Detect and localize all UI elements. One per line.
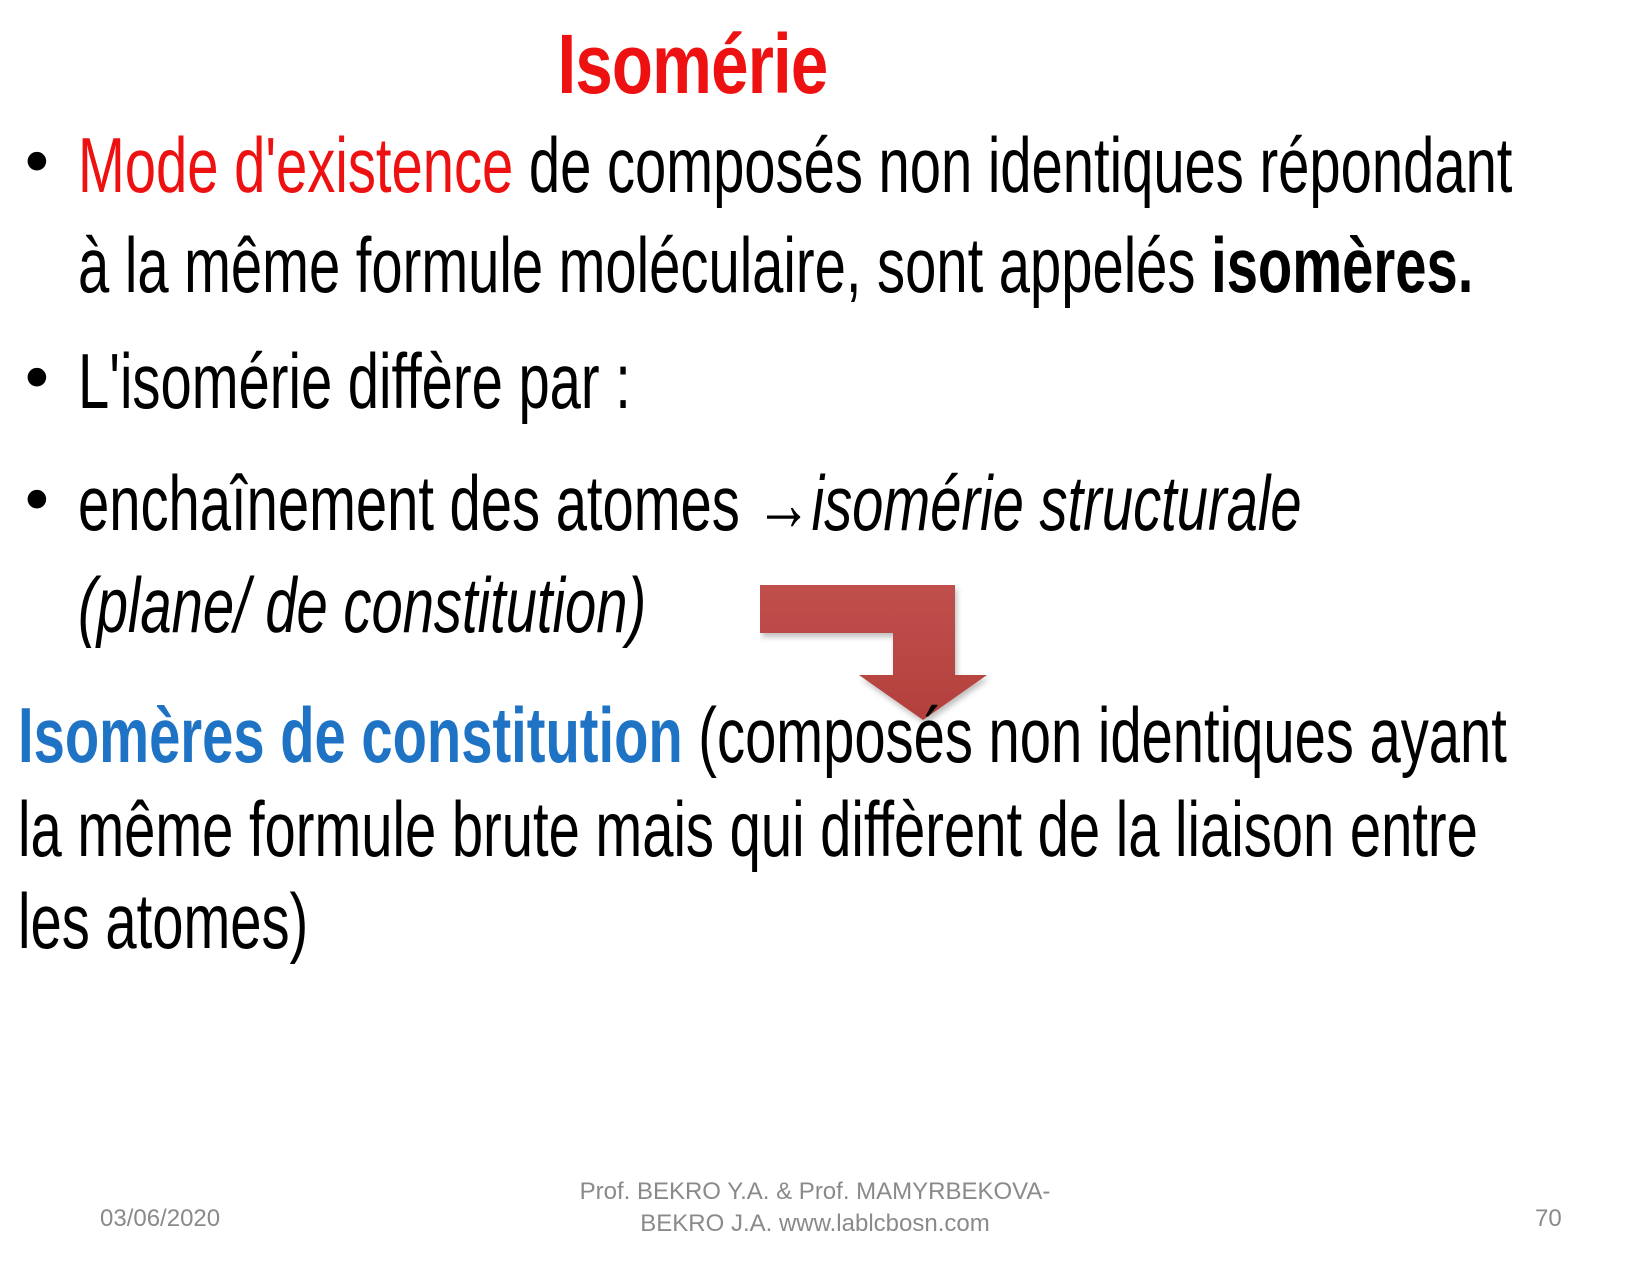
bullet-3-text: enchaînement des atomes → (78, 459, 812, 547)
bullet-3-line-2: (plane/ de constitution) (78, 561, 647, 649)
bullet-2-text: L'isomérie diffère par : (78, 337, 631, 425)
slide-title: Isomérie (557, 17, 828, 111)
bullet-1-rest: de composés non identiques répondant (513, 121, 1513, 209)
definition-line-3: les atomes) (18, 877, 309, 965)
bullet-1-line-1 (78, 121, 1513, 209)
bullet-1-line-2 (78, 221, 1474, 309)
bullet-1-line-2-text: à la même formule moléculaire, sont appelés (78, 221, 1212, 309)
footer-author-line-2: BEKRO J.A. www.lablcbosn.com (640, 1210, 990, 1238)
bullet-dot-icon: • (18, 127, 56, 201)
bullet-dot-icon: • (18, 465, 56, 539)
footer-author-line-1: Prof. BEKRO Y.A. & Prof. MAMYRBEKOVA- (579, 1178, 1051, 1205)
bullet-1-bold-term: isomères. (1211, 221, 1474, 309)
definition-line-2: la même formule brute mais qui diffèrent de la liaison entre (18, 785, 1478, 873)
bullet-3-italic: isomérie structurale (811, 459, 1302, 547)
definition-line-1-text: (composés non identiques ayant (682, 691, 1507, 779)
footer-date: 03/06/2020 (100, 1205, 221, 1232)
definition-line-1 (18, 691, 1507, 779)
footer-author (530, 1176, 1100, 1241)
bullet-1-highlight: Mode d'existence (78, 121, 514, 209)
definition-term: Isomères de constitution (18, 691, 683, 779)
bullet-dot-icon: • (18, 343, 56, 417)
footer-page-number: 70 (1535, 1205, 1562, 1232)
bullet-3-line-1 (78, 459, 1302, 547)
